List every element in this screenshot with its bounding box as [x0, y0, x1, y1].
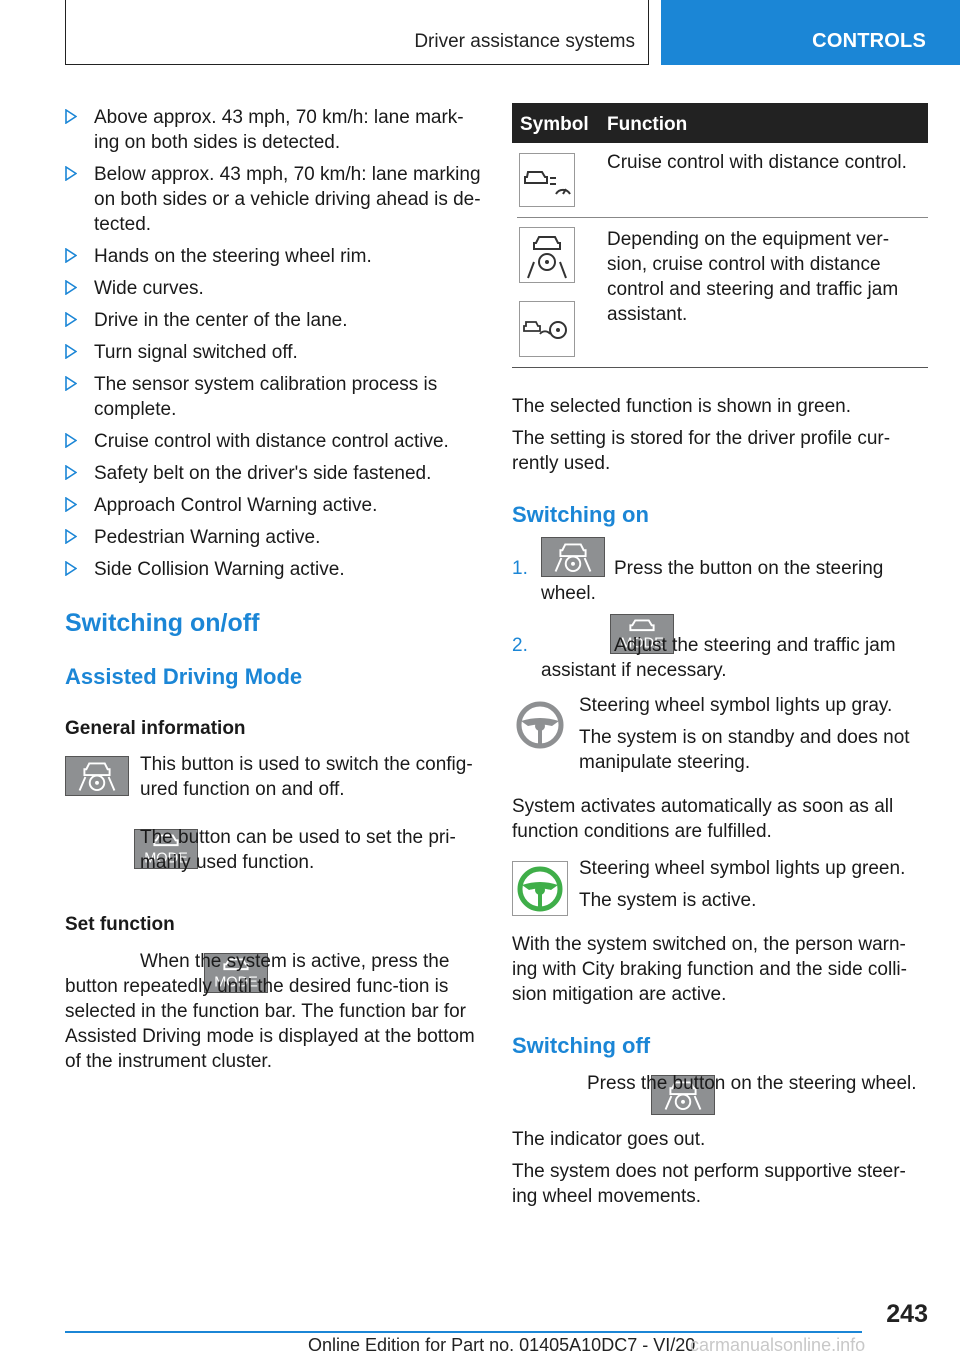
- steering-assist-icon: [519, 227, 575, 283]
- gray-symbol-text: Steering wheel symbol lights up gray.: [579, 695, 893, 716]
- list-item: The sensor system calibration process is complete.: [65, 372, 483, 422]
- triangle-bullet-icon: [65, 280, 77, 295]
- green-symbol-text: Steering wheel symbol lights up green.: [579, 858, 906, 879]
- triangle-bullet-icon: [65, 166, 77, 181]
- assisted-driving-heading: Assisted Driving Mode: [65, 664, 303, 689]
- table-row2-function: Depending on the equipment ver-sion, cruise control with distance control and steering and traffic jam assistant.: [607, 229, 899, 325]
- switching-off-heading: Switching off: [512, 1033, 651, 1058]
- no-support-text: The system does not perform supportive steer-ing wheel movements.: [512, 1161, 906, 1207]
- list-item: Cruise control with distance control active.: [65, 429, 483, 454]
- list-item: Approach Control Warning active.: [65, 493, 483, 518]
- switching-on-heading: Switching on: [512, 502, 649, 527]
- col-function-header: Function: [607, 114, 688, 135]
- left-column: [65, 105, 483, 589]
- table-divider: [512, 367, 928, 368]
- list-item: Safety belt on the driver's side fastened.: [65, 461, 483, 486]
- triangle-bullet-icon: [65, 344, 77, 359]
- system-active-text: The system is active.: [579, 890, 757, 911]
- right-column: [512, 103, 928, 1207]
- auto-activate-text: System activates automatically as soon as all function conditions are fulfilled.: [512, 796, 894, 842]
- triangle-bullet-icon: [65, 312, 77, 327]
- list-item: Wide curves.: [65, 276, 483, 301]
- step-1-number: 1.: [512, 558, 528, 579]
- triangle-bullet-icon: [65, 109, 77, 124]
- triangle-bullet-icon: [65, 529, 77, 544]
- step-2-number: 2.: [512, 635, 528, 656]
- page-number: 243: [886, 1300, 928, 1328]
- footer-edition: Online Edition for Part no. 01405A10DC7 - VI/20: [308, 1335, 696, 1355]
- list-item: Below approx. 43 mph, 70 km/h: lane marking on both sides or a vehicle driving ahead is de-tected.: [65, 162, 483, 237]
- col-symbol-header: Symbol: [520, 114, 589, 135]
- triangle-bullet-icon: [65, 465, 77, 480]
- standby-text: The system is on standby and does not manipulate steering.: [579, 727, 910, 773]
- steering-wheel-gray-icon: [512, 699, 568, 751]
- header-chapter-tab[interactable]: [661, 0, 960, 65]
- indicator-out-text: The indicator goes out.: [512, 1129, 706, 1150]
- symbol-table-header: [512, 103, 928, 143]
- list-item: Turn signal switched off.: [65, 340, 483, 365]
- triangle-bullet-icon: [65, 433, 77, 448]
- setting-stored-text: The setting is stored for the driver profile cur-rently used.: [512, 428, 891, 474]
- header-section-title: Driver assistance systems: [414, 31, 635, 52]
- step-2-text: Adjust the steering and traffic jam assistant if necessary.: [541, 635, 896, 681]
- triangle-bullet-icon: [65, 497, 77, 512]
- watermark: carmanualsonline.info: [690, 1335, 866, 1355]
- general-text-2: The button can be used to set the pri-marily used function.: [140, 827, 456, 873]
- step-1-text: Press the button on the steering wheel.: [541, 558, 884, 604]
- warning-active-text: With the system switched on, the person warn-ing with City braking function and the side colli-sion mitigation are active.: [512, 934, 907, 1005]
- list-item: Pedestrian Warning active.: [65, 525, 483, 550]
- list-item: Drive in the center of the lane.: [65, 308, 483, 333]
- switching-onoff-heading: Switching on/off: [65, 609, 260, 637]
- triangle-bullet-icon: [65, 248, 77, 263]
- general-text-1: This button is used to switch the config-ured function on and off.: [140, 754, 473, 800]
- list-item: Side Collision Warning active.: [65, 557, 483, 582]
- traffic-jam-assist-icon: [519, 301, 575, 357]
- table-row1-function: Cruise control with distance control.: [607, 152, 907, 173]
- header-section-box: [65, 0, 649, 65]
- condition-list: [65, 105, 483, 582]
- general-info-heading: General information: [65, 718, 246, 739]
- set-function-text: When the system is active, press the button repeatedly until the desired func-tion is selected in the function bar. The function bar for Assisted Driving mode is displayed at the bottom of the instrument cluster.: [65, 951, 475, 1072]
- selected-green-text: The selected function is shown in green.: [512, 396, 852, 417]
- set-function-heading: Set function: [65, 914, 175, 935]
- assist-button-icon: [65, 756, 129, 796]
- list-item: Hands on the steering wheel rim.: [65, 244, 483, 269]
- header-chapter-title: CONTROLS: [812, 30, 926, 52]
- triangle-bullet-icon: [65, 376, 77, 391]
- triangle-bullet-icon: [65, 561, 77, 576]
- cruise-distance-icon: [519, 153, 575, 207]
- steering-wheel-green-icon: [512, 861, 568, 916]
- table-divider: [517, 217, 928, 218]
- list-item: Above approx. 43 mph, 70 km/h: lane mark-ing on both sides is detected.: [65, 105, 483, 155]
- switch-off-text: Press the button on the steering wheel.: [587, 1073, 917, 1094]
